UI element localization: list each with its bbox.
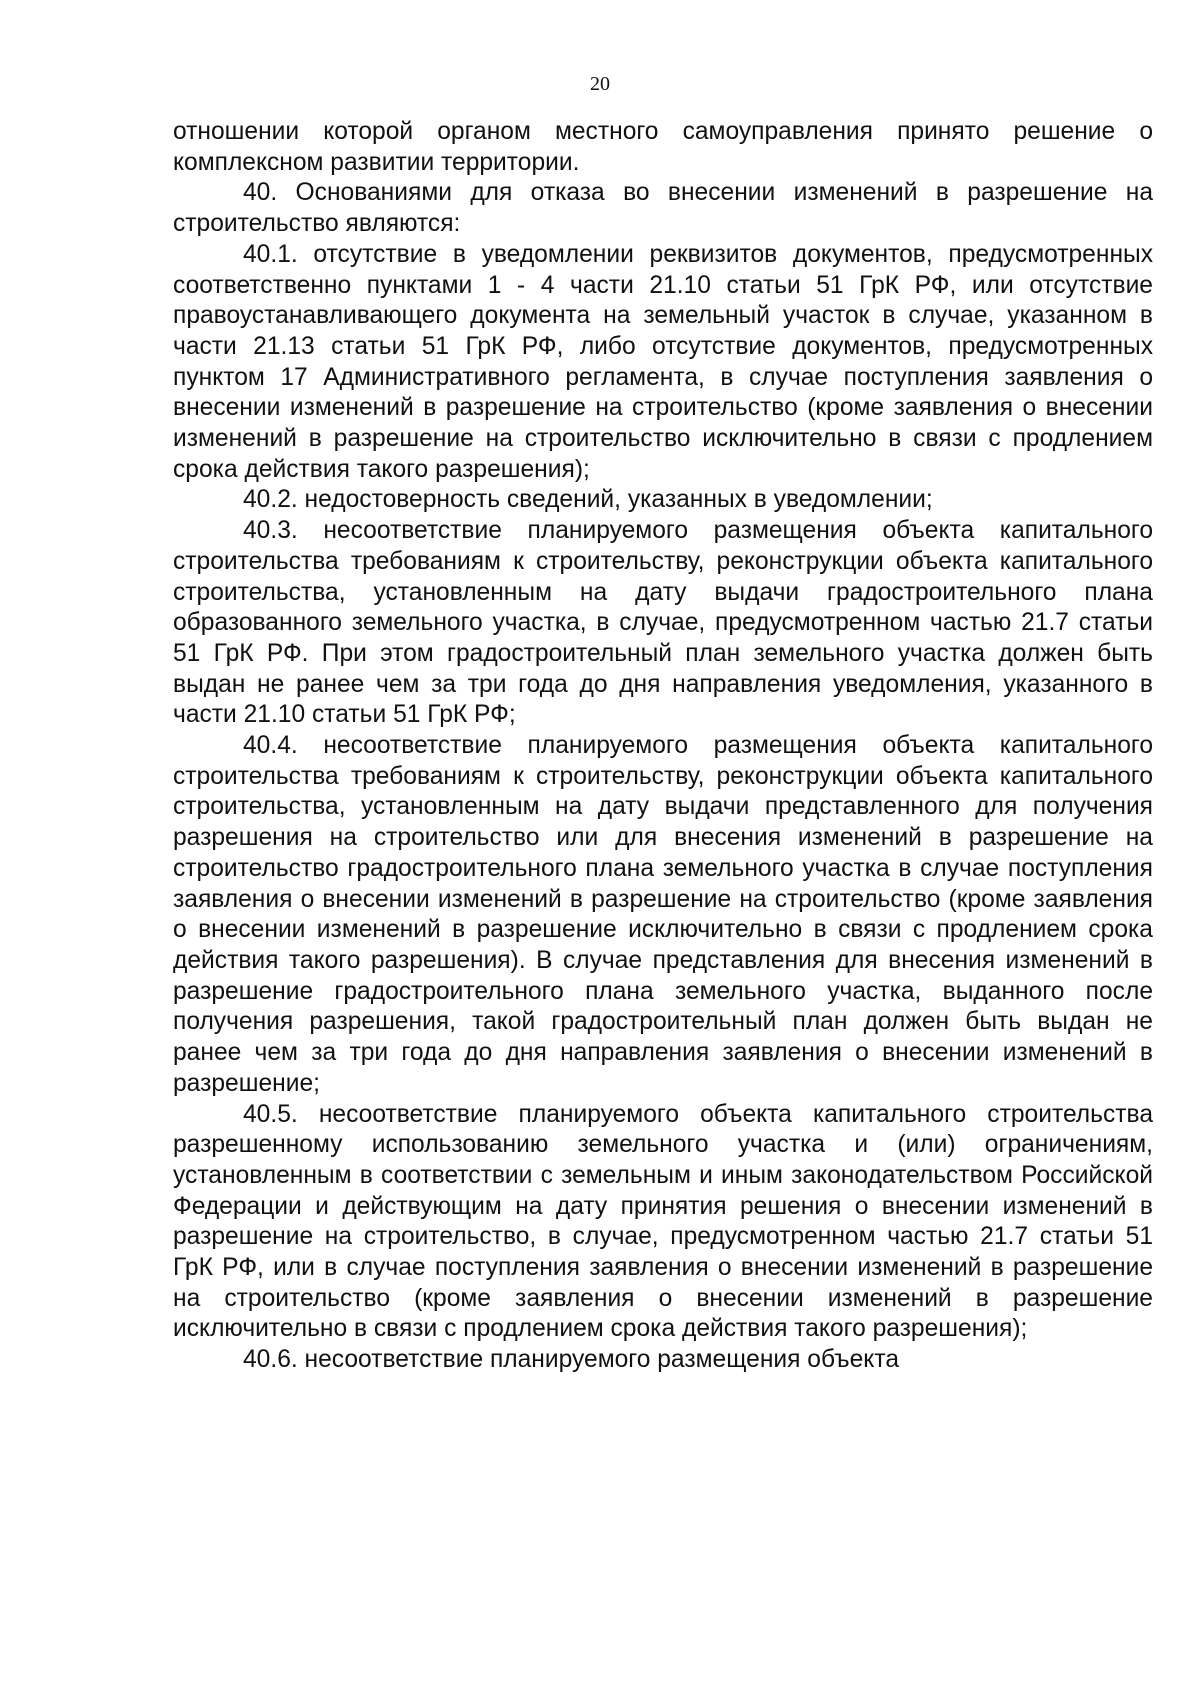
paragraph-40-6: 40.6. несоответствие планируемого размещения объекта [243,1346,899,1374]
paragraph-40-3: 40.3. несоответствие планируемого размещения объекта капитального строительства требованиям к строительству, реконструкции объекта капитального строительства, установленным на дату выдачи градостроительного плана образованного земельного участка, в случае, предусмотренном частью 21.7 статьи 51 ГрК РФ. При этом градостроительный план земельного участка должен быть выдан не ранее чем за три года до дня направления уведомления, указанного в части 21.10 статьи 51 ГрК РФ; [173,517,1153,729]
page-number: 20 [590,73,610,95]
paragraph-40-5: 40.5. несоответствие планируемого объекта капитального строительства разрешенному использованию земельного участка и (или) ограничениям, установленным в соответствии с земельным и иным законодательством Российской Федерации и действующим на дату принятия решения о внесении изменений в разрешение на строительство, в случае, предусмотренном частью 21.7 статьи 51 ГрК РФ, или в случае поступления заявления о внесении изменений в разрешение на строительство (кроме заявления о внесении изменений в разрешение исключительно в связи с продлением срока действия такого разрешения); [173,1100,1153,1343]
paragraph-40: 40. Основаниями для отказа во внесении изменений в разрешение на строительство являются: [173,179,1153,238]
paragraph-40-2: 40.2. недостоверность сведений, указанных в уведомлении; [243,486,933,514]
document-body [173,117,1153,1376]
paragraph-40-4: 40.4. несоответствие планируемого размещения объекта капитального строительства требованиям к строительству, реконструкции объекта капитального строительства, установленным на дату выдачи представленного для получения разрешения на строительство или для внесения изменений в разрешение на строительство градостроительного плана земельного участка в случае поступления заявления о внесении изменений в разрешение на строительство (кроме заявления о внесении изменений в разрешение исключительно в связи с продлением срока действия такого разрешения). В случае представления для внесения изменений в разрешение градостроительного плана земельного участка, выданного после получения разрешения, такой градостроительный план должен быть выдан не ранее чем за три года до дня направления заявления о внесении изменений в разрешение; [173,732,1153,1097]
paragraph-40-1: 40.1. отсутствие в уведомлении реквизитов документов, предусмотренных соответственно пунктами 1 - 4 части 21.10 статьи 51 ГрК РФ, или отсутствие правоустанавливающего документа на земельный участок в случае, указанном в части 21.13 статьи 51 ГрК РФ, либо отсутствие документов, предусмотренных пунктом 17 Административного регламента, в случае поступления заявления о внесении изменений в разрешение на строительство (кроме заявления о внесении изменений в разрешение на строительство исключительно в связи с продлением срока действия такого разрешения); [173,240,1153,483]
paragraph-continuation: отношении которой органом местного самоуправления принято решение о комплексном развитии территории. [173,118,1153,176]
